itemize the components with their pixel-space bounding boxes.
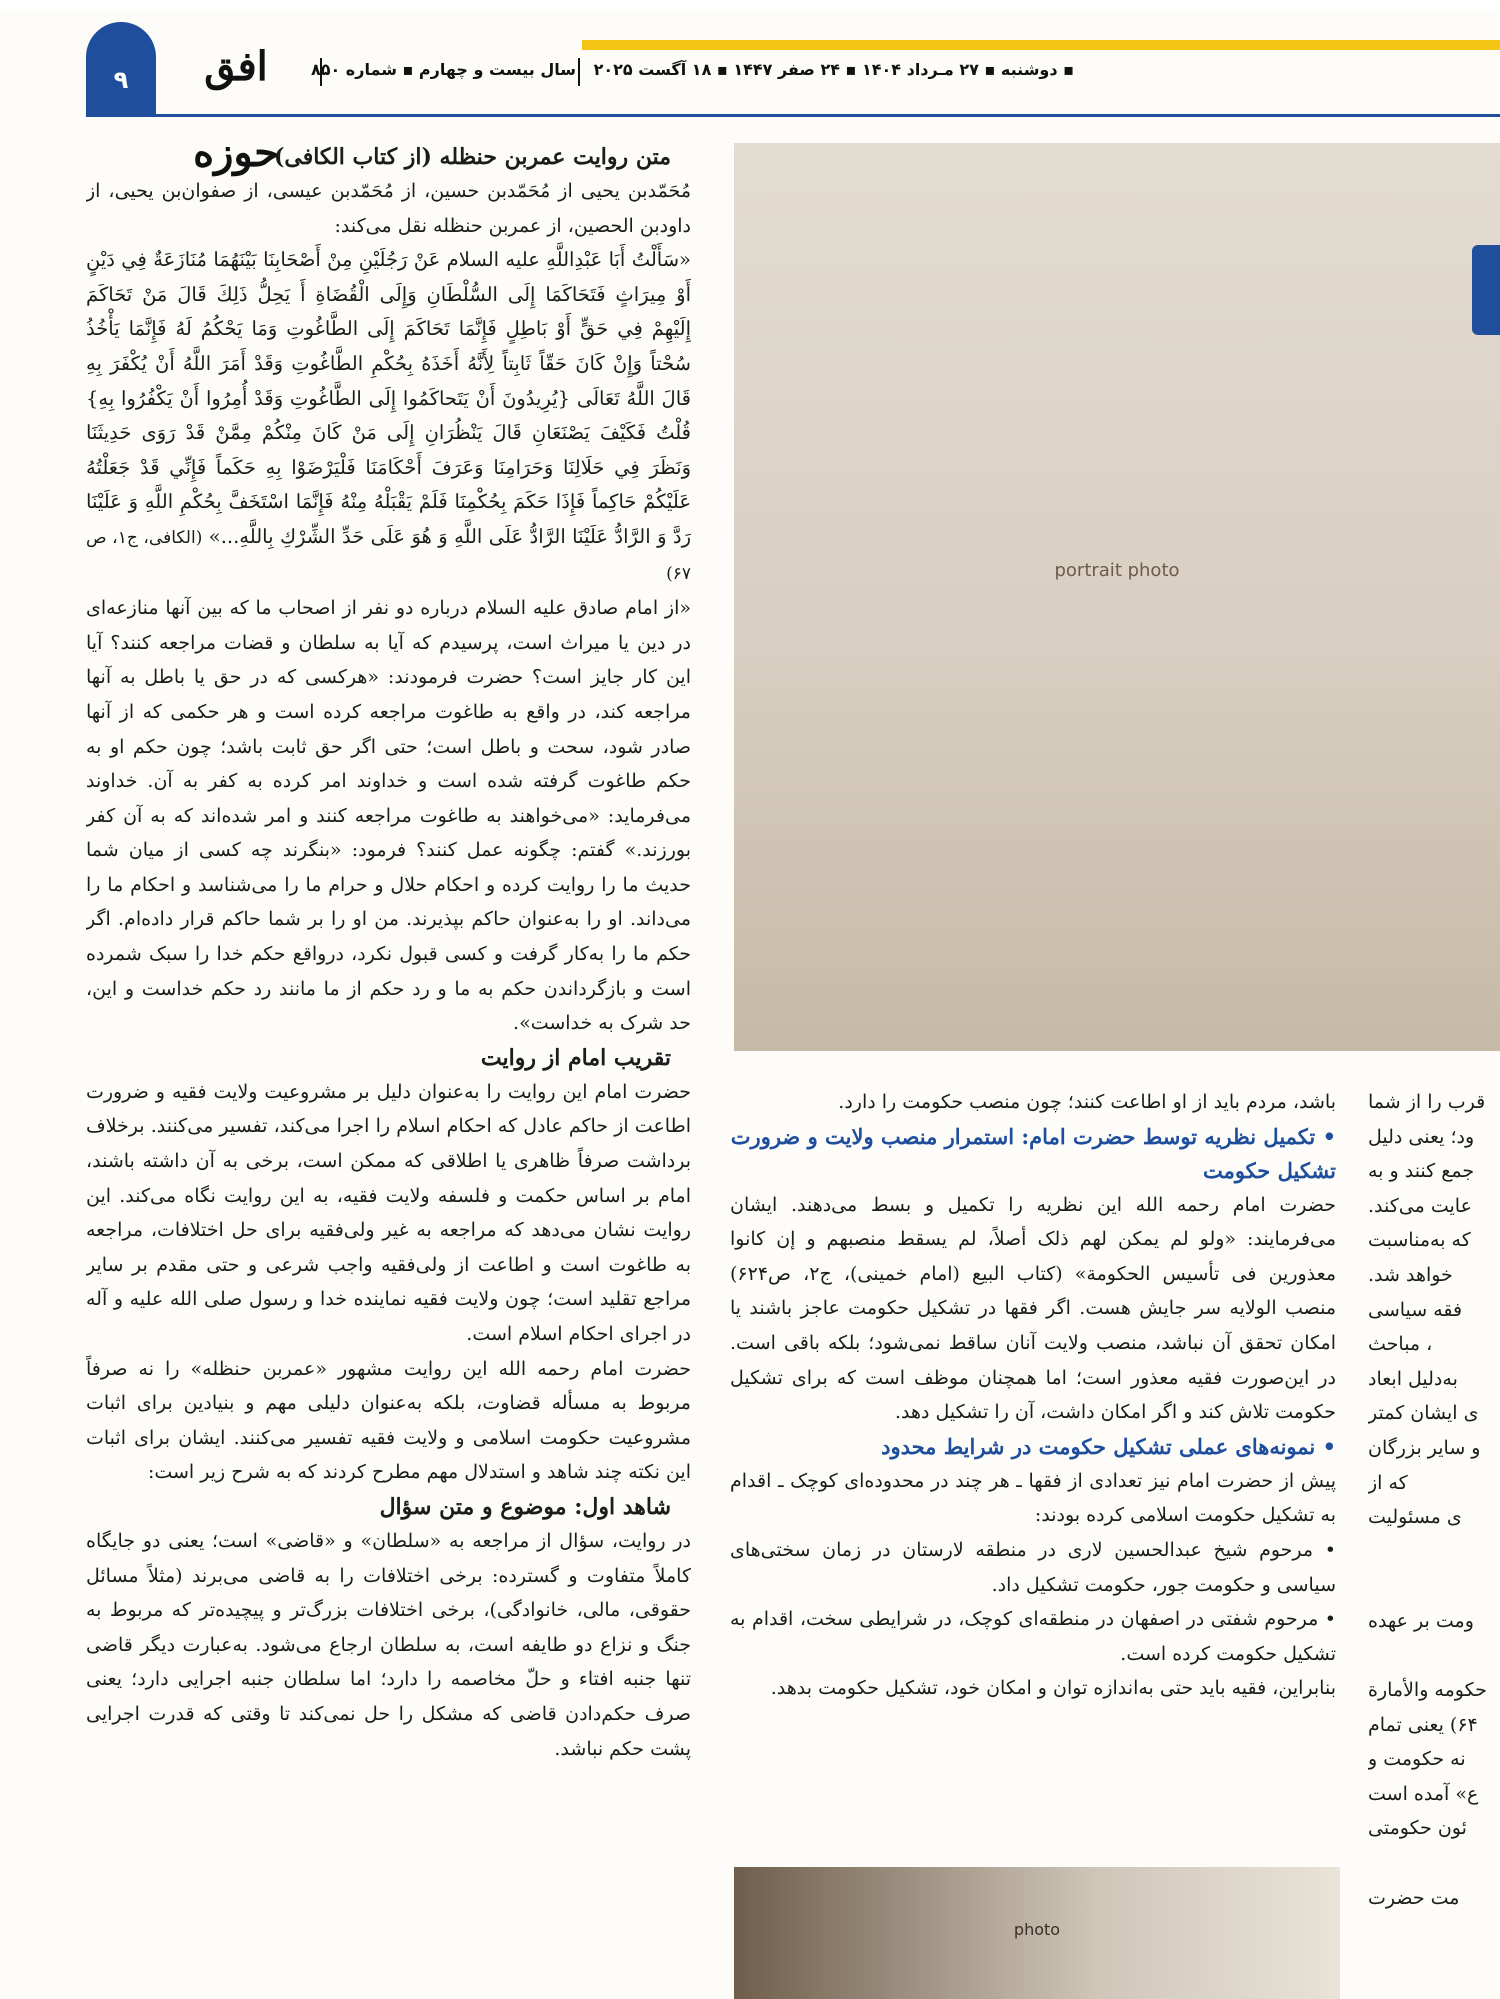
section-heading: تقریب امام از روایت [480, 1044, 671, 1071]
clipped-headline-shape [1472, 245, 1500, 335]
hadith-chain: مُحَمّدبن یحیی از مُحَمّدبن حسین، از مُحَمّدبن عیسی، از صفوان‌بن یحیی، از داودبن الحصین، از عمربن حنظله نقل می‌کند: [86, 180, 691, 237]
paragraph: باشد، مردم باید از او اطاعت کنند؛ چون منصب حکومت را دارد. [838, 1091, 1336, 1113]
text-fragment: که به‌مناسبت [1368, 1229, 1471, 1252]
hadith-translation: «از امام صادق علیه السلام درباره دو نفر از اصحاب ما که بین آنها منازعه‌ای در دین یا میراث است، پرسیدم که آیا به سلطان و قضات مراجعه کنند؟ آیا این کار جایز است؟ حضرت فرمودند: «هرکسی که در حق یا باطل به آنها مراجعه کند، در واقع به طاغوت مراجعه کرده است و هر حکمی که از آنها صادر شود، سحت و باطل است؛ حتی اگر حق ثابت باشد؛ چون حکم او به حکم طاغوت گرفته شده است و خداوند امر کرده به کفر به آن. خداوند می‌فرماید: «می‌خواهند به طاغوت مراجعه کنند و امر شده‌اند که به آن کفر بورزند.» گفتم: چگونه عمل کنند؟ فرمود: «بنگرند چه کسی از میان شما حدیث ما را روایت کرده و احکام حلال و حرام ما را می‌شناسد و احکام ما را می‌داند. او را به‌عنوان حاکم بپذیرند. من او را بر شما حاکم قرار داده‌ام. اگر حکم ما را به‌کار گرفت و کسی قبول نکرد، درواقع حکم خدا را سبک شمرده است و بازگرداندن حکم به ما و رد حکم از ما مانند رد حکم خداست و این، حد شرک به خداست». [86, 597, 691, 1035]
arabic-hadith-text [86, 243, 691, 591]
paragraph: حضرت امام رحمه الله این نظریه را تکمیل و بسط می‌دهند. ایشان می‌فرمایند: «ولو لم یمکن لهم ذلک أصلاً، لم یسقط منصبهم و إن کانوا معذورین فی تأسیس الحکومة» (کتاب البیع (امام خمینی)، ج۲، ص۶۲۴) منصب الولایه سر جایش هست. اگر فقها در تشکیل حکومت عاجز باشند یا امکان تحقق آن نباشد، منصب ولایت آنان ساقط نمی‌شود؛ بلکه باقی است. در این‌صورت فقیه معذور است؛ اما همچنان موظف است که برای تشکیل حکومت تلاش کند و اگر امکان داشت، آن را تشکیل دهد. [730, 1193, 1336, 1424]
bullet-icon: • [1318, 1608, 1336, 1631]
text-fragment: فقه سیاسی [1368, 1298, 1463, 1321]
subheading [730, 1120, 1336, 1188]
main-portrait-photo [734, 143, 1500, 1051]
bullet-icon: • [1313, 1538, 1336, 1561]
right-clipped-column [1368, 1085, 1500, 1999]
list-item [730, 1602, 1336, 1671]
subheading [730, 1430, 1336, 1464]
text-fragment [1368, 1535, 1500, 1570]
text-fragment: ئون حکومتی [1368, 1817, 1467, 1840]
list-item-text: مرحوم شیخ عبدالحسین لاری در منطقه لارستان در زمان سختی‌های سیاسی و حکومت جور، حکومت تشکیل داد. [730, 1538, 1336, 1596]
subheading-text: تکمیل نظریه توسط حضرت امام: استمرار منصب ولایت و ضرورت تشکیل حکومت [730, 1123, 1336, 1183]
left-article-column [86, 140, 691, 1999]
text-fragment: عایت می‌کند. [1368, 1194, 1472, 1217]
text-fragment: ۶۴) یعنی تمام [1368, 1713, 1478, 1736]
arabic-hadith: «سَأَلْتُ أَبَا عَبْدِاللَّهِ عليه السلام عَنْ رَجُلَيْنِ مِنْ أَصْحَابِنَا بَيْنَهُمَا مُنَازَعَةٌ فِي دَيْنٍ أَوْ مِيرَاثٍ فَتَحَاكَمَا إِلَى السُّلْطَانِ وَإِلَى الْقُضَاةِ أَ يَحِلُّ ذَلِكَ قَالَ مَنْ تَحَاكَمَ إِلَيْهِمْ فِي حَقٍّ أَوْ بَاطِلٍ فَإِنَّمَا تَحَاكَمَ إِلَى الطَّاغُوتِ وَمَا يَحْكُمُ لَهُ فَإِنَّمَا يَأْخُذُ سُحْتاً وَإِنْ كَانَ حَقّاً ثَابِتاً لِأَنَّهُ أَخَذَهُ بِحُكْمِ الطَّاغُوتِ وَقَدْ أَمَرَ اللَّهُ أَنْ يُكْفَرَ بِهِ قَالَ اللَّهُ تَعَالَى {يُرِيدُونَ أَنْ يَتَحاكَمُوا إِلَى الطَّاغُوتِ وَقَدْ أُمِرُوا أَنْ يَكْفُرُوا بِهِ} قُلْتُ فَكَيْفَ يَصْنَعَانِ قَالَ يَنْظُرَانِ إِلَى مَنْ كَانَ مِنْكُمْ مِمَّنْ قَدْ رَوَى حَدِيثَنَا وَنَظَرَ فِي حَلَالِنَا وَحَرَامِنَا وَعَرَفَ أَحْكَامَنَا فَلْيَرْضَوْا بِهِ حَكَماً فَإِنِّي قَدْ جَعَلْتُهُ عَلَيْكُمْ حَاكِماً فَإِذَا حَكَمَ بِحُكْمِنَا فَلَمْ يَقْبَلْهُ مِنْهُ فَإِنَّمَا اسْتَخَفَّ بِحُكْمِ اللَّهِ وَ عَلَيْنَا رَدَّ وَ الرَّادُّ عَلَيْنَا الرَّادُّ عَلَى اللَّهِ وَ هُوَ عَلَى حَدِّ الشِّرْكِ بِاللَّهِ...» [86, 248, 691, 548]
text-fragment: خواهد شد. [1368, 1263, 1453, 1286]
logo-text: افق حوزه [193, 43, 279, 176]
text-fragment: ومت بر عهده [1368, 1609, 1474, 1632]
top-stripe [0, 0, 1500, 10]
publication-logo [156, 24, 316, 176]
arabic-citation: (الکافی، ج۱، ص ۶۷) [86, 527, 691, 584]
text-fragment: ود؛ یعنی دلیل [1368, 1125, 1475, 1148]
text-fragment: و سایر بزرگان [1368, 1436, 1481, 1459]
middle-article-column [730, 1085, 1336, 1860]
text-fragment: ی مسئولیت [1368, 1506, 1462, 1529]
page-number: ۹ [113, 66, 129, 94]
text-fragment: ، مباحث [1368, 1333, 1433, 1356]
text-fragment: قرب را از شما [1368, 1091, 1486, 1113]
main-photo-caption: portrait photo [1054, 560, 1180, 581]
issue-info: سال بیست و چهارم ▪ شماره ۸۵۰ [310, 60, 576, 79]
section-heading: شاهد اول: موضوع و متن سؤال [379, 1493, 671, 1520]
paragraph: حضرت امام این روایت را به‌عنوان دلیل بر مشروعیت ولایت فقیه و ضرورت اطاعت از حاکم عادل که احکام اسلام را اجرا می‌کند، تفسیر می‌کنند. برخلاف برداشت صرفاً ظاهری یا اطلاقی که ممکن است، برخی به آن داشته باشند، امام بر اساس حکمت و فلسفه ولایت فقیه، به این روایت نگاه می‌کند. این روایت نشان می‌دهد که مراجعه به غیر ولی‌فقیه برای حل اختلافات، مراجعه به طاغوت است و اطاعت از ولی‌فقیه واجب شرعی و حتی مقدم بر سایر مراجع تقلید است؛ چون ولایت فقیه نماینده خدا و رسول صلی الله علیه و آله در اجرای احکام اسلام است. [86, 1080, 691, 1345]
paragraph: حضرت امام رحمه الله این روایت مشهور «عمربن حنظله» را نه صرفاً مربوط به مسأله قضاوت، بلکه به‌عنوان دلیلی مهم و بنیادین برای اثبات مشروعیت حکومت اسلامی و ولایت فقیه تفسیر می‌کنند. ایشان برای اثبات این نکته چند شاهد و استدلال مهم مطرح کردند که به شرح زیر است: [86, 1357, 691, 1484]
header-separator [578, 58, 580, 86]
text-fragment: ع» آمده است [1368, 1782, 1479, 1805]
text-fragment: مت حضرت [1368, 1886, 1460, 1909]
text-fragment [1368, 1639, 1500, 1674]
text-fragment: به‌دلیل ابعاد [1368, 1367, 1458, 1390]
header-accent-bar [582, 40, 1500, 50]
text-fragment: ی ایشان کمتر [1368, 1402, 1479, 1425]
text-fragment: جمع کنند و به [1368, 1160, 1475, 1183]
bullet-icon: • [1315, 1123, 1336, 1149]
paragraph: بنابراین، فقیه باید حتی به‌اندازه توان و امکان خود، تشکیل حکومت بدهد. [770, 1677, 1336, 1700]
list-item-text: مرحوم شفتی در اصفهان در منطقه‌ای کوچک، در شرایطی سخت، اقدام به تشکیل حکومت کرده است. [730, 1608, 1336, 1665]
text-fragment: که از [1368, 1471, 1408, 1494]
text-fragment [1368, 1569, 1500, 1604]
text-fragment [1368, 1846, 1500, 1881]
text-fragment: حکومه والأمارة [1368, 1679, 1487, 1702]
bottom-photo-caption: photo [1013, 1920, 1061, 1939]
paragraph: پیش از حضرت امام نیز تعدادی از فقها ـ هر چند در محدوده‌ای کوچک ـ اقدام به تشکیل حکومت اسلامی کرده بودند: [730, 1469, 1336, 1527]
list-item [730, 1533, 1336, 1602]
date-line: ▪ دوشنبه ▪ ۲۷ مـرداد ۱۴۰۴ ▪ ۲۴ صفر ۱۴۴۷ ▪ ۱۸ آگست ۲۰۲۵ [593, 60, 1074, 79]
bullet-icon: • [1315, 1433, 1336, 1459]
text-fragment: نه حکومت و [1368, 1748, 1466, 1771]
paragraph: در روایت، سؤال از مراجعه به «سلطان» و «قاضی» است؛ یعنی دو جایگاه کاملاً متفاوت و گسترده: برخی اختلافات را به قاضی می‌برند (مثلاً مسائل حقوقی، مالی، خانوادگی)، برخی اختلافات بزرگ‌تر و پیچیده‌تر که مربوط به جنگ و نزاع دو طایفه است، به سلطان ارجاع می‌شود. به‌عبارت دیگر قاضی تنها جنبه افتاء و حلّ مخاصمه را دارد؛ اما سلطان جنبه اجرایی دارد؛ یعنی صرف حکم‌دادن قاضی که مشکل را حل نمی‌کند تا وقتی که قدرت اجرایی پشت حکم نباشد. [86, 1529, 691, 1760]
subheading-text: نمونه‌های عملی تشکیل حکومت در شرایط محدود [881, 1433, 1316, 1459]
article-title: متن روایت عمربن حنظله (از کتاب الکافی) [273, 144, 671, 170]
